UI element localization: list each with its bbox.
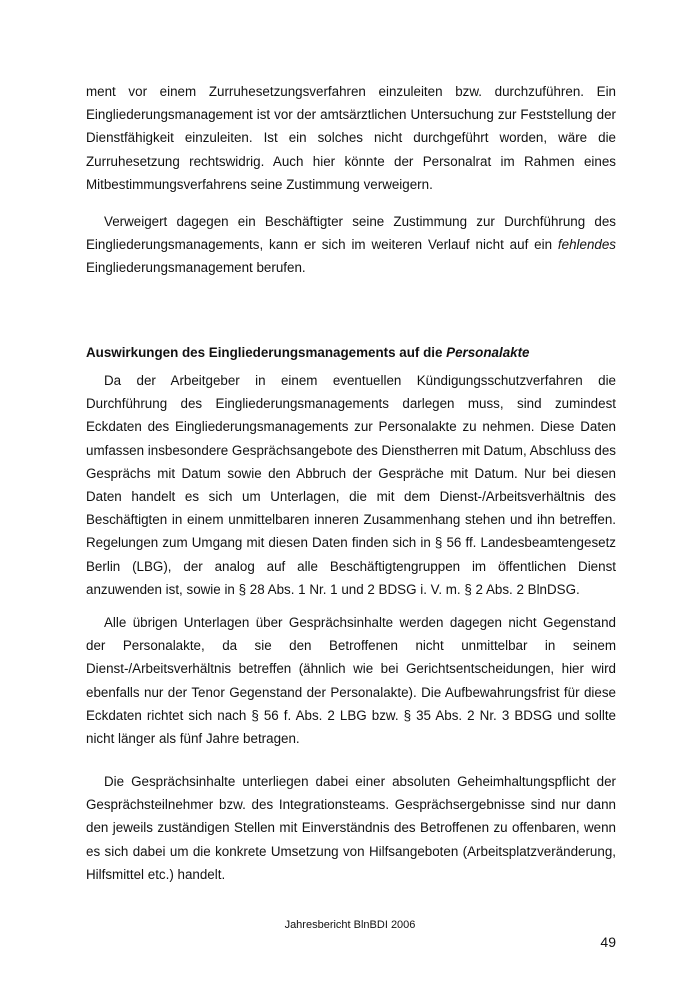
section-heading-emphasis: Personalakte bbox=[446, 345, 530, 360]
paragraph-confidentiality: Die Gesprächsinhalte unterliegen dabei einer absoluten Geheimhaltungspflicht der Gesprächsteilnehmer bzw. des Integrationsteams. Gesprächsergebnisse sind nur dann den jeweils zuständigen Stellen mit Einverständnis des Betroffenen zu offenbaren, wenn es sich dabei um die konkrete Umsetzung von Hilfsangeboten (Arbeitsplatzveränderung, Hilfsmittel etc.) handelt. bbox=[86, 774, 616, 882]
paragraph-refusal-text-end: Eingliederungsmanagement berufen. bbox=[86, 260, 306, 276]
page-footer: Jahresbericht BlnBDI 2006 bbox=[284, 919, 416, 931]
page-number: 49 bbox=[600, 934, 616, 950]
paragraph-other-documents: Alle übrigen Unterlagen über Gesprächsinhalte werden dagegen nicht Gegenstand der Personalakte, da sie den Betroffenen nicht unmittelbar in seinem Dienst-/Arbeitsverhältnis betreffen (ähnlich wie bei Gerichtsentscheidungen, hier wird ebenfalls nur der Tenor Gegenstand der Personalakte). Die Aufbewahrungsfrist für diese Eckdaten richtet sich nach § 56 f. Abs. 2 LBG bzw. § 35 Abs. 2 Nr. 3 BDSG und sollte nicht länger als fünf Jahre betragen. bbox=[86, 615, 616, 747]
section-heading bbox=[86, 343, 616, 363]
paragraph-personnel-file: Da der Arbeitgeber in einem eventuellen Kündigungsschutzverfahren die Durchführung des Eingliederungsmanagements darlegen muss, sind zumindest Eckdaten des Eingliederungsmanagements zur Personalakte zu nehmen. Diese Daten umfassen insbesondere Gesprächsangebote des Dienstherren mit Datum, Abschluss des Gesprächs mit Datum sowie den Abbruch der Gespräche mit Datum. Nur bei diesen Daten handelt es sich um Unterlagen, die mit dem Dienst-/Arbeitsverhältnis des Beschäftigten in einem unmittelbaren inneren Zusammenhang stehen und ihn betreffen. Regelungen zum Umgang mit diesen Daten finden sich in § 56 ff. Landesbeamtengesetz Berlin (LBG), der analog auf alle Beschäftigtengruppen im öffentlichen Dienst anzuwenden ist, sowie in § 28 Abs. 1 Nr. 1 und 2 BDSG i. V. m. § 2 Abs. 2 BlnDSG. bbox=[86, 373, 616, 597]
paragraph-continuation: ment vor einem Zurruhesetzungsverfahren einzuleiten bzw. durchzuführen. Ein Eingliederungsmanagement ist vor der amtsärztlichen Untersuchung zur Feststellung der Dienstfähigkeit einzuleiten. Ist ein solches nicht durchgeführt worden, wäre die Zurruhesetzung rechtswidrig. Auch hier könnte der Personalrat im Rahmen eines Mitbestimmungsverfahrens seine Zustimmung verweigern. bbox=[86, 84, 616, 192]
paragraph-refusal bbox=[86, 210, 616, 280]
section-heading-text: Auswirkungen des Eingliederungsmanagements auf die bbox=[86, 345, 447, 360]
paragraph-refusal-text-start: Verweigert dagegen ein Beschäftigter seine Zustimmung zur Durchführung des Eingliederungsmanagements, kann er sich im weiteren Verlauf nicht auf ein bbox=[86, 214, 616, 253]
paragraph-refusal-emphasis: fehlendes bbox=[557, 237, 616, 253]
